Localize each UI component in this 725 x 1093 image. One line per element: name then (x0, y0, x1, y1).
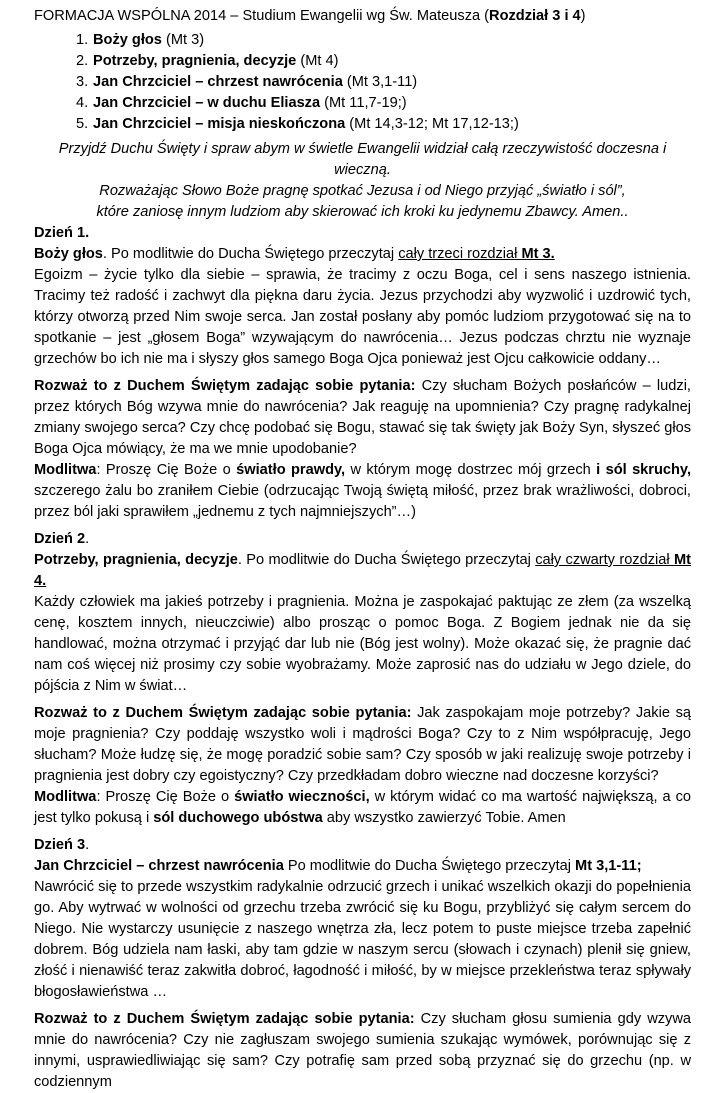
topic-ref: (Mt 14,3-12; Mt 17,12-13;) (345, 116, 519, 132)
topic-ref: (Mt 3) (161, 32, 205, 48)
day-1-prayer (34, 460, 691, 523)
prayer-text: aby wszystko zawierzyć Tobie. Amen (322, 810, 566, 826)
topic-title: Jan Chrzciciel – misja nieskończona (93, 116, 346, 132)
topic-title: Jan Chrzciciel – chrzest nawrócenia (93, 74, 343, 90)
prayer-line: Przyjdź Duchu Święty i spraw abym w świetle Ewangelii widział całą rzeczywistość doczesna i wieczną. (58, 141, 667, 178)
list-item (76, 114, 691, 135)
day-heading-text: Dzień 2 (34, 531, 86, 547)
day-heading-dot: . (85, 531, 90, 547)
topic-title: Boży głos (93, 32, 162, 48)
prayer-line: które zaniosę innym ludziom aby skierować ich kroki ku jedynemu Zbawcy. Amen.. (96, 204, 629, 220)
list-number: 1. (76, 32, 89, 48)
title-chapters: Rozdział 3 i 4 (489, 8, 581, 24)
intro-text: . Po modlitwie do Ducha Świętego przeczytaj (102, 246, 399, 262)
prayer-emphasis: światło prawdy, (236, 462, 346, 478)
list-item (76, 72, 691, 93)
list-item (76, 51, 691, 72)
prayer-text: : Proszę Cię Boże o (96, 789, 235, 805)
topic-ref: (Mt 11,7-19;) (320, 95, 407, 111)
day-1-body: Egoizm – życie tylko dla siebie – sprawia, że tracimy z oczu Boga, cel i sens naszego istnienia. Tracimy też radość i zachwyt dla piękna daru życia. Jezus przychodzi aby wyzwolić i uzdrowić tych, którzy otworzą przed Nim swoje serca. Jan został posłany aby pomóc ludziom przygotować się na to spotkanie – jest „głosem Boga” wzywającym do nawrócenia… Jezus podczas chrztu nie wyznaje grzechów bo ich nie ma i słyszy głos samego Boga Ojca ponieważ jest Ojcu całkowicie oddany… (34, 267, 691, 367)
document-title (34, 6, 691, 27)
reflection-text: Czy słucham Bożych posłańców – ludzi, przez których Bóg wzywa mnie do nawrócenia? Jak reaguję na upomnienia? Czy pragnę radykalnej zmiany swojego serca? Czy chcę podobać się Bogu, stawać się tak święty jak Boży Syn, słyszeć głos Boga Ojca mówiący, że ma we mnie upodobanie? (34, 378, 691, 457)
title-suffix: ) (580, 8, 586, 24)
day-2-body: Każdy człowiek ma jakieś potrzeby i pragnienia. Można je zaspokajać paktując ze złem (za wszelką cenę, kosztem innych, nieuczciwie) albo prosząc o pomoc Boga. Z Bogiem jednak nie da się handlować, można otrzymać i przyjąć dar lub nie (Bóg jest wolny). Może okazać się, że pragnie dać nam coś więcej niż prosimy czy sobie wyobrażamy. Może zaprosić nas do udziału w Jego dziele, do pójścia z Nim w świat… (34, 594, 691, 694)
day-1-heading: Dzień 1. (34, 225, 90, 241)
topics-list (34, 30, 691, 135)
list-item (76, 93, 691, 114)
day-3-intro (34, 856, 691, 877)
reading-ref: Mt 3,1-11; (575, 858, 642, 874)
opening-prayer (34, 139, 691, 223)
list-item (76, 30, 691, 51)
reflection-label: Rozważ to z Duchem Świętym zadając sobie pytania: (34, 705, 412, 721)
day-2-reflection (34, 703, 691, 787)
prayer-emphasis: światło wieczności, (234, 789, 370, 805)
prayer-text: w którym mogę dostrzec mój grzech (345, 462, 597, 478)
prayer-label: Modlitwa (34, 789, 97, 805)
prayer-emphasis: sól duchowego ubóstwa (153, 810, 323, 826)
reading-assignment: cały trzeci rozdział (398, 246, 522, 262)
day-2-theme: Potrzeby, pragnienia, decyzje (34, 552, 238, 568)
topic-title: Jan Chrzciciel – w duchu Eliasza (93, 95, 321, 111)
day-3-reflection (34, 1009, 691, 1093)
day-heading-dot: . (85, 837, 90, 853)
prayer-label: Modlitwa (34, 462, 97, 478)
day-2-heading (34, 529, 691, 550)
prayer-emphasis: i sól skruchy, (596, 462, 692, 478)
intro-text: Po modlitwie do Ducha Świętego przeczytaj (283, 858, 576, 874)
intro-text: . Po modlitwie do Ducha Świętego przeczytaj (237, 552, 536, 568)
day-3-theme: Jan Chrzciciel – chrzest nawrócenia (34, 858, 284, 874)
day-1-theme: Boży głos (34, 246, 103, 262)
prayer-text: : Proszę Cię Boże o (96, 462, 237, 478)
title-prefix: FORMACJA WSPÓLNA 2014 – Studium Ewangelii wg Św. Mateusza ( (34, 8, 490, 24)
list-number: 3. (76, 74, 89, 90)
day-3-body: Nawrócić się to przede wszystkim radykalnie odrzucić grzech i unikać wszelkich okazji do popełnienia go. Aby wytrwać w wolności od grzechu trzeba zwrócić się ku Bogu, przybliżyć się całym sercem do Niego. Nie wystarczy usunięcie z naszego wnętrza zła, lecz potem to puste miejsce trzeba zapełnić dobrem. Bóg udziela nam łaski, aby tam gdzie w naszym sercu (słowach i czynach) plenił się gniew, złość i nienawiść teraz zakwitła dobroć, łagodność i miłość, by w miejsce przekleństwa teraz spływały błogosławieństwa … (34, 879, 691, 1000)
topic-ref: (Mt 3,1-11) (342, 74, 418, 90)
day-1-intro (34, 244, 691, 265)
list-number: 4. (76, 95, 89, 111)
list-number: 5. (76, 116, 89, 132)
reflection-label: Rozważ to z Duchem Świętym zadając sobie pytania: (34, 1011, 415, 1027)
prayer-text: szczerego żalu bo zraniłem Ciebie (odrzucając Twoją świętą miłość, przez brak wrażliwości, dobroci, przez ból jaki sprawiłem „jednemu z tych najmniejszych”…) (34, 483, 691, 520)
day-2-prayer (34, 787, 691, 829)
reflection-text: Jak zaspokajam moje potrzeby? Jakie są moje pragnienia? Czy poddaję wszystko woli i mądrości Boga? Czy to z Nim współpracuję, Jego słucham? Może łudzę się, że mogę poradzić sobie sam? Czy sposób w jaki realizuję swoje potrzeby i pragnienia jest dobry czy egoistyczny? Czy przedkładam dobro wieczne nad doczesne korzyści? (34, 705, 691, 784)
day-heading-text: Dzień 3 (34, 837, 86, 853)
reflection-label: Rozważ to z Duchem Świętym zadając sobie pytania: (34, 378, 416, 394)
day-1-reflection (34, 376, 691, 460)
day-2-intro (34, 550, 691, 592)
reading-assignment: cały czwarty rozdział (535, 552, 674, 568)
reflection-text: Czy słucham głosu sumienia gdy wzywa mnie do nawrócenia? Czy nie zagłuszam swojego sumienia szukając wymówek, porównując się z innymi, usprawiedliwiając się sam? Czy potrafię sam przed sobą przyznać się do grzechu (np. w codziennym (34, 1011, 691, 1090)
reading-ref: Mt 4. (34, 552, 691, 589)
prayer-line: Rozważając Słowo Boże pragnę spotkać Jezusa i od Niego przyjąć „światło i sól”, (99, 183, 626, 199)
prayer-text: w którym widać co ma wartość największą, a co jest tylko pokusą i (34, 789, 691, 826)
reading-ref: Mt 3. (521, 246, 555, 262)
topic-ref: (Mt 4) (296, 53, 339, 69)
topic-title: Potrzeby, pragnienia, decyzje (93, 53, 297, 69)
list-number: 2. (76, 53, 89, 69)
day-3-heading (34, 835, 691, 856)
